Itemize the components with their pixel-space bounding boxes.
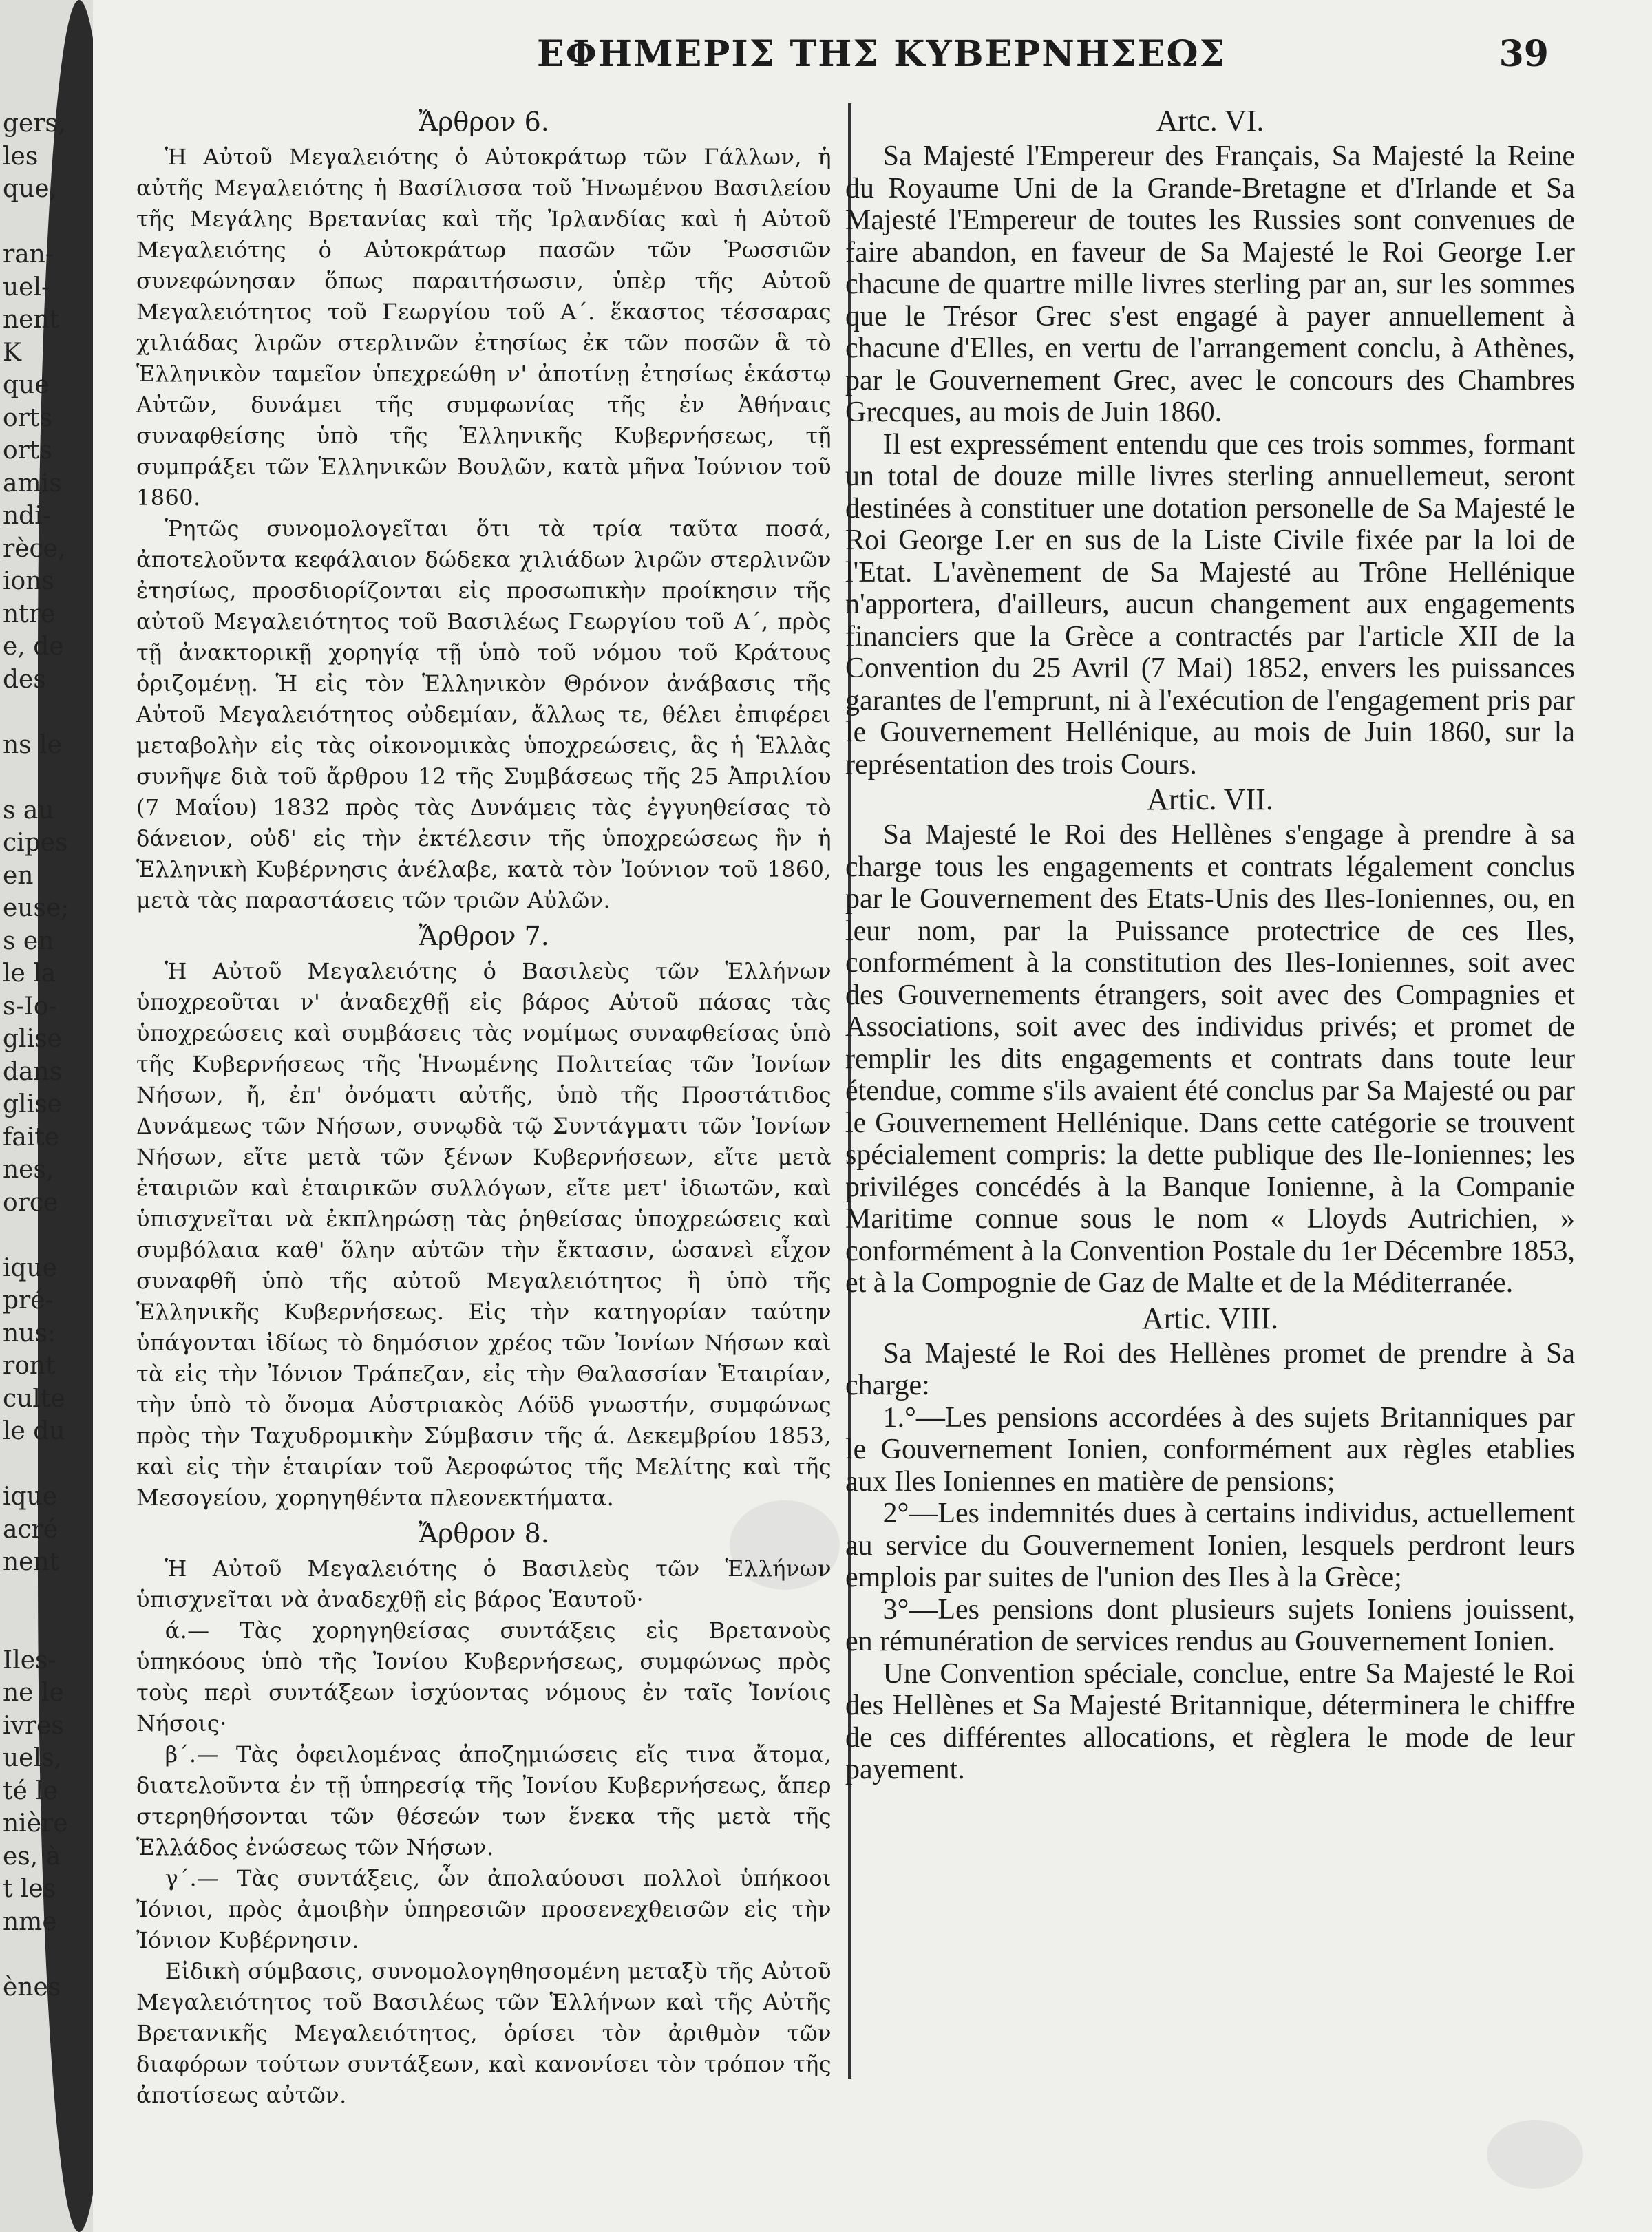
article-paragraph: 1.°—Les pensions accordées à des sujets Britanniques par le Gouvernement Ionien, conformément aux règles etablies aux Iles Ioniennes en matière de pensions; (845, 1401, 1575, 1498)
facing-page-fragment: les (3, 142, 39, 171)
facing-page-fragment: ivres (3, 1711, 64, 1740)
article-heading: Ἄρθρον 6. (419, 107, 549, 137)
facing-page-fragment: cipes (3, 829, 68, 857)
french-column (845, 102, 1575, 2112)
facing-page-fragment: orce (3, 1188, 59, 1217)
facing-page-fragment: nus: (3, 1319, 56, 1348)
article-heading: Artc. VI. (1156, 104, 1264, 138)
facing-page-fragment: ndi- (3, 502, 51, 530)
article-paragraph: Sa Majesté le Roi des Hellènes s'engage à prendre à sa charge tous les engagements et contrats légalement conclus par le Gouvernement des Etats-Unis des Iles-Ioniennes, ou, en leur nom, par la Puissance protectrice de ces Iles, conformément à la constitution des Iles-Ioniennes, soit avec des Gouvernements étrangers, soit avec des Compagnies et Associations, soit avec des individus privés; et promet de remplir les dits engagements et contrats dans toute leur étendue, comme s'ils avaient été conclus par Sa Majesté ou par le Gouvernement Hellénique. Dans cette catégorie se trouvent spécialement compris: la dette publique des Ile-Ioniennes; les priviléges concédés à la Banque Ionienne, à la Companie Maritime connue sous le nom « Lloyds Autrichien, » conformément à la Convention Postale du 1er Décembre 1853, et à la Compognie de Gaz de Malte et de la Méditerranée. (845, 819, 1575, 1299)
page-number: 39 (1499, 33, 1549, 75)
facing-page-fragment: acré (3, 1515, 59, 1544)
facing-page-fragment: nière (3, 1809, 68, 1838)
facing-page-fragment: le du (3, 1417, 65, 1445)
paper-stain (1487, 2120, 1583, 2189)
facing-page-fragment: ne le (3, 1679, 64, 1707)
facing-page-fragment: Iles- (3, 1646, 56, 1675)
running-title: ΕΦΗΜΕΡΙΣ ΤΗΣ ΚΥΒΕΡΝΗΣΕΩΣ (537, 33, 1227, 75)
facing-page-fragment: uel- (3, 273, 50, 301)
paper-stain (730, 1500, 840, 1590)
article-8-greek (136, 1513, 832, 2111)
article-6-greek (136, 102, 832, 916)
facing-page-fragment: nes, (3, 1156, 54, 1184)
facing-page-fragment: nent (3, 1548, 60, 1576)
article-heading: Artic. VIII. (1141, 1301, 1279, 1335)
article-heading: Ἄρθρον 8. (419, 1518, 549, 1549)
article-paragraph: Εἰδικὴ σύμβασις, συνομολογηθησομένη μεταξὺ τῆς Αὐτοῦ Μεγαλειότητος τοῦ Βασιλέως τῶν Ἑλλήνων καὶ τῆς Αὐτῆς Βρετανικῆς Μεγαλειότητος, ὁρίσει τὸν ἀριθμὸν τῶν διαφόρων τούτων συντάξεων, καὶ κανονίσει τὸν τρόπον τῆς ἀποτίσεως αὐτῶν. (136, 1958, 832, 2108)
facing-page-fragment: rèce, (3, 534, 66, 563)
facing-page-fragment: ront (3, 1352, 56, 1380)
facing-page-fragment: amis (3, 469, 62, 498)
facing-page-fragment: K (3, 338, 21, 367)
facing-page-fragment: té le (3, 1776, 59, 1805)
facing-page-fragment: ènes (3, 1973, 61, 2001)
facing-page-fragment: ique (3, 1482, 58, 1511)
facing-page-fragment: es, à (3, 1842, 61, 1871)
article-paragraph: ά.— Τὰς χορηγηθείσας συντάξεις εἰς Βρετανοὺς ὑπηκόους ὑπὸ τῆς Ἰονίου Κυβερνήσεως, συμφώνως πρὸς τοὺς περὶ συντάξεων ἰσχύοντας νόμους ἐν ταῖς Ἰονίοις Νήσοις· (136, 1617, 832, 1736)
facing-page-fragment: glise (3, 1090, 62, 1118)
article-paragraph: Une Convention spéciale, conclue, entre Sa Majesté le Roi des Hellènes et Sa Majesté Britannique, déterminera le chiffre de ces différentes allocations, et règlera le mode de leur payement. (845, 1657, 1575, 1785)
facing-page-fragment: e, de (3, 633, 64, 661)
article-paragraph: Sa Majesté l'Empereur des Français, Sa Majesté la Reine du Royaume Uni de la Grande-Bretagne et d'Irlande et Sa Majesté l'Empereur de toutes les Russies sont convenues de faire abandon, en faveur de Sa Majesté le Roi George I.er chacune de quartre mille livres sterling par an, sur les sommes que le Trésor Grec s'est engagé à payer annuellement à chacune d'Elles, en vertu de l'arrangement conclu, à Athènes, par le Gouvernement Grec, avec le concours des Chambres Grecques, au mois de Juin 1860. (845, 140, 1575, 428)
article-paragraph: γ΄.— Τὰς συντάξεις, ὧν ἀπολαύουσι πολλοὶ ὑπήκοοι Ἰόνιοι, πρὸς ἀμοιβὴν ὑπηρεσιῶν προσενεχθεισῶν εἰς τὴν Ἰόνιον Κυβέρνησιν. (136, 1865, 832, 1953)
article-8-french (845, 1299, 1575, 1786)
facing-page-fragment: le la (3, 959, 56, 988)
greek-column (136, 102, 832, 2112)
facing-page-fragment: pré- (3, 1286, 54, 1315)
article-6-french (845, 102, 1575, 780)
article-heading: Ἄρθρον 7. (419, 921, 549, 951)
facing-page-fragment: nent (3, 306, 60, 334)
facing-page-edge (0, 0, 93, 2232)
page-header (496, 28, 1556, 77)
facing-page-fragment: orts (3, 403, 52, 432)
article-paragraph: Ἡ Αὐτοῦ Μεγαλειότης ὁ Βασιλεὺς τῶν Ἑλλήνων ὑποχρεοῦται ν' ἀναδεχθῇ εἰς βάρος Αὐτοῦ πάσας τὰς ὑποχρεώσεις καὶ συμβάσεις τὰς νομίμως συναφθείσας ὑπὸ τῆς Κυβερνήσεως τῆς Ἡνωμένης Πολιτείας τῶν Ἰονίων Νήσων, ἤ, ἐπ' ὀνόματι αὐτῆς, ὑπὸ τῆς Προστάτιδος Δυνάμεως τῶν Νήσων, συνῳδὰ τῷ Συντάγματι τῶν Ἰονίων Νήσων, εἴτε μετὰ τῶν ξένων Κυβερνήσεων, εἴτε μετὰ ἑταιριῶν καὶ ἑταιρικῶν συλλόγων, εἴτε μετ' ἰδιωτῶν, καὶ ὑπισχνεῖται νὰ ἐκπληρώσῃ τὰς ῥηθείσας ὑποχρεώσεις καὶ συμβόλαια καθ' ὅλην αὐτῶν τὴν ἔκτασιν, ὡσανεὶ εἶχον συναφθῆ ὑπὸ τῆς αὐτοῦ Μεγαλειότητος ἢ ὑπὸ τῆς Ἑλληνικῆς Κυβερνήσεως. Εἰς τὴν κατηγορίαν ταύτην ὑπάγονται ἰδίως τὸ δημόσιον χρέος τῶν Ἰονίων Νήσων καὶ τὰ εἰς τὴν Ἰόνιον Τράπεζαν, εἰς τὴν Θαλασσίαν Ἑταιρίαν, τὴν ὑπὸ τὸ ὄνομα Αὐστριακὸς Λόϋδ γνωστήν, συμφώνως πρὸς τὴν Ταχυδρομικὴν Σύμβασιν τῆς ά. Δεκεμβρίου 1853, καὶ εἰς τὴν ἑταιρίαν τοῦ Ἀεροφώτος τῆς Μελίτης καὶ τῆς Μεσογείου, χορηγηθέντα πλεονεκτήματα. (136, 958, 832, 1511)
article-paragraph: 3°—Les pensions dont plusieurs sujets Ioniens jouissent, en rémunération de services rendus au Gouvernement Ionien. (845, 1593, 1575, 1657)
facing-page-fragment: gers, (3, 109, 66, 138)
facing-page-fragment: s-Io- (3, 992, 57, 1021)
facing-page-fragment: que, (3, 175, 57, 203)
facing-page-fragment: culte (3, 1384, 65, 1413)
article-paragraph: 2°—Les indemnités dues à certains individus, actuellement au service du Gouvernement Ionien, lesquels perdront leurs emplois par suites de l'union des Iles à la Grèce; (845, 1498, 1575, 1593)
article-paragraph: β΄.— Τὰς ὀφειλομένας ἀποζημιώσεις εἴς τινα ἄτομα, διατελοῦντα ἐν τῇ ὑπηρεσίᾳ τῆς Ἰονίου Κυβερνήσεως, ἅπερ στερηθήσονται τῶν θέσεών των ἕνεκα τῆς μετὰ τῆς Ἑλλάδος ἐνώσεως τῶν Νήσων. (136, 1741, 832, 1860)
facing-page-fragment: ran- (3, 240, 54, 268)
facing-page-fragment: faite (3, 1123, 60, 1151)
facing-page-fragment: s au (3, 796, 54, 825)
article-paragraph: Ἡ Αὐτοῦ Μεγαλειότης ὁ Αὐτοκράτωρ τῶν Γάλλων, ἡ αὐτῆς Μεγαλειότης ἡ Βασίλισσα τοῦ Ἡνωμένου Βασιλείου τῆς Μεγάλης Βρετανίας καὶ τῆς Ἰρλανδίας καὶ ἡ Αὐτοῦ Μεγαλειότης ὁ Αὐτοκράτωρ πασῶν τῶν Ῥωσσιῶν συνεφώνησαν ὅπως παραιτήσωσιν, ὑπὲρ τῆς Αὐτοῦ Μεγαλειότητος τοῦ Γεωργίου τοῦ Α΄. ἕκαστος τέσσαρας χιλιάδας λιρῶν στερλινῶν ἐτησίως ἐκ τῶν ποσῶν ἃ τὸ Ἑλληνικὸν ταμεῖον ὑπεχρεώθη ν' ἀποτίνῃ ἐτησίως ἑκάστῳ Αὐτῶν, δυνάμει τῆς συμφωνίας τῆς ἐν Ἀθήναις συναφθείσης ὑπὸ τῆς Ἑλληνικῆς Κυβερνήσεως, τῇ συμπράξει τῶν Ἑλληνικῶν Βουλῶν, κατὰ μῆνα Ἰούνιον τοῦ 1860. (136, 144, 832, 511)
facing-page-fragment: euse; (3, 894, 70, 922)
facing-page-fragment: t les (3, 1875, 56, 1903)
facing-page-fragment: que (3, 371, 50, 399)
facing-page-fragment: ns le (3, 730, 62, 759)
article-7-greek (136, 916, 832, 1513)
article-paragraph: Sa Majesté le Roi des Hellènes promet de prendre à Sa charge: (845, 1337, 1575, 1401)
facing-page-fragment: en (3, 861, 34, 890)
facing-page-fragment: des (3, 665, 46, 694)
article-heading: Artic. VII. (1147, 783, 1273, 816)
article-paragraph: Ἡ Αὐτοῦ Μεγαλειότης ὁ Βασιλεὺς τῶν Ἑλλήνων ὑπισχνεῖται νὰ ἀναδεχθῇ εἰς βάρος Ἑαυτοῦ· (136, 1555, 832, 1613)
facing-page-fragment: dans (3, 1057, 63, 1086)
facing-page-fragment: nme (3, 1907, 57, 1936)
article-7-french (845, 780, 1575, 1299)
facing-page-fragment: ntre (3, 599, 56, 628)
article-paragraph: Ῥητῶς συνομολογεῖται ὅτι τὰ τρία ταῦτα ποσά, ἀποτελοῦντα κεφάλαιον δώδεκα χιλιάδων λιρῶν στερλινῶν ἐτησίως, προσδιορίζονται εἰς προσωπικὴν προίκησιν τῆς αὐτοῦ Μεγαλειότητος τοῦ Βασιλέως Γεωργίου τοῦ Α΄, πρὸς τῇ ἀνακτορικῇ χορηγίᾳ τῇ ὑπὸ τοῦ νόμου τοῦ Κράτους ὁριζομένῃ. Ἡ εἰς τὸν Ἑλληνικὸν Θρόνον ἀνάβασις τῆς Αὐτοῦ Μεγαλειότητος οὐδεμίαν, ἄλλως τε, θέλει ἐπιφέρει μεταβολὴν εἰς τὰς οἰκονομικὰς ὑποχρεώσεις, ἃς ἡ Ἑλλὰς συνῆψε διὰ τοῦ ἄρθρου 12 τῆς Συμβάσεως τῆς 25 Ἀπριλίου (7 Μαΐου) 1832 πρὸς τὰς Δυνάμεις τὰς ἐγγυηθείσας τὸ δάνειον, οὐδ' εἰς τὴν ἐκτέλεσιν τῆς ὑποχρεώσεως ἣν ἡ Ἑλληνικὴ Κυβέρνησις ἀνέλαβε, κατὰ τὸν Ἰούνιον τοῦ 1860, μετὰ τὰς παραστάσεις τῶν τριῶν Αὐλῶν. (136, 516, 832, 913)
facing-page-fragment: ique (3, 1253, 58, 1282)
facing-page-fragment: ions (3, 567, 54, 595)
facing-page-fragment: glise (3, 1025, 62, 1053)
facing-page-fragment: uels, (3, 1744, 62, 1772)
facing-page-fragment: s en (3, 926, 54, 955)
article-paragraph: Il est expressément entendu que ces trois sommes, formant un total de douze mille livres sterling annuellemeut, seront destinées à constituer une dotation personelle de Sa Majesté le Roi George I.er en sus de la Liste Civile fixée par la loi de l'Etat. L'avènement de Sa Majesté au Trône Hellénique n'apportera, d'ailleurs, aucun changement aux engagements financiers que la Grèce a contractés par l'article XII de la Convention du 25 Avril (7 Mai) 1852, envers les puissances garantes de l'emprunt, ni à l'exécution de l'engagement pris par le Gouvernement Hellénique, au mois de Juin 1860, sur la représentation des trois Cours. (845, 428, 1575, 780)
facing-page-fragment: orts (3, 436, 52, 465)
